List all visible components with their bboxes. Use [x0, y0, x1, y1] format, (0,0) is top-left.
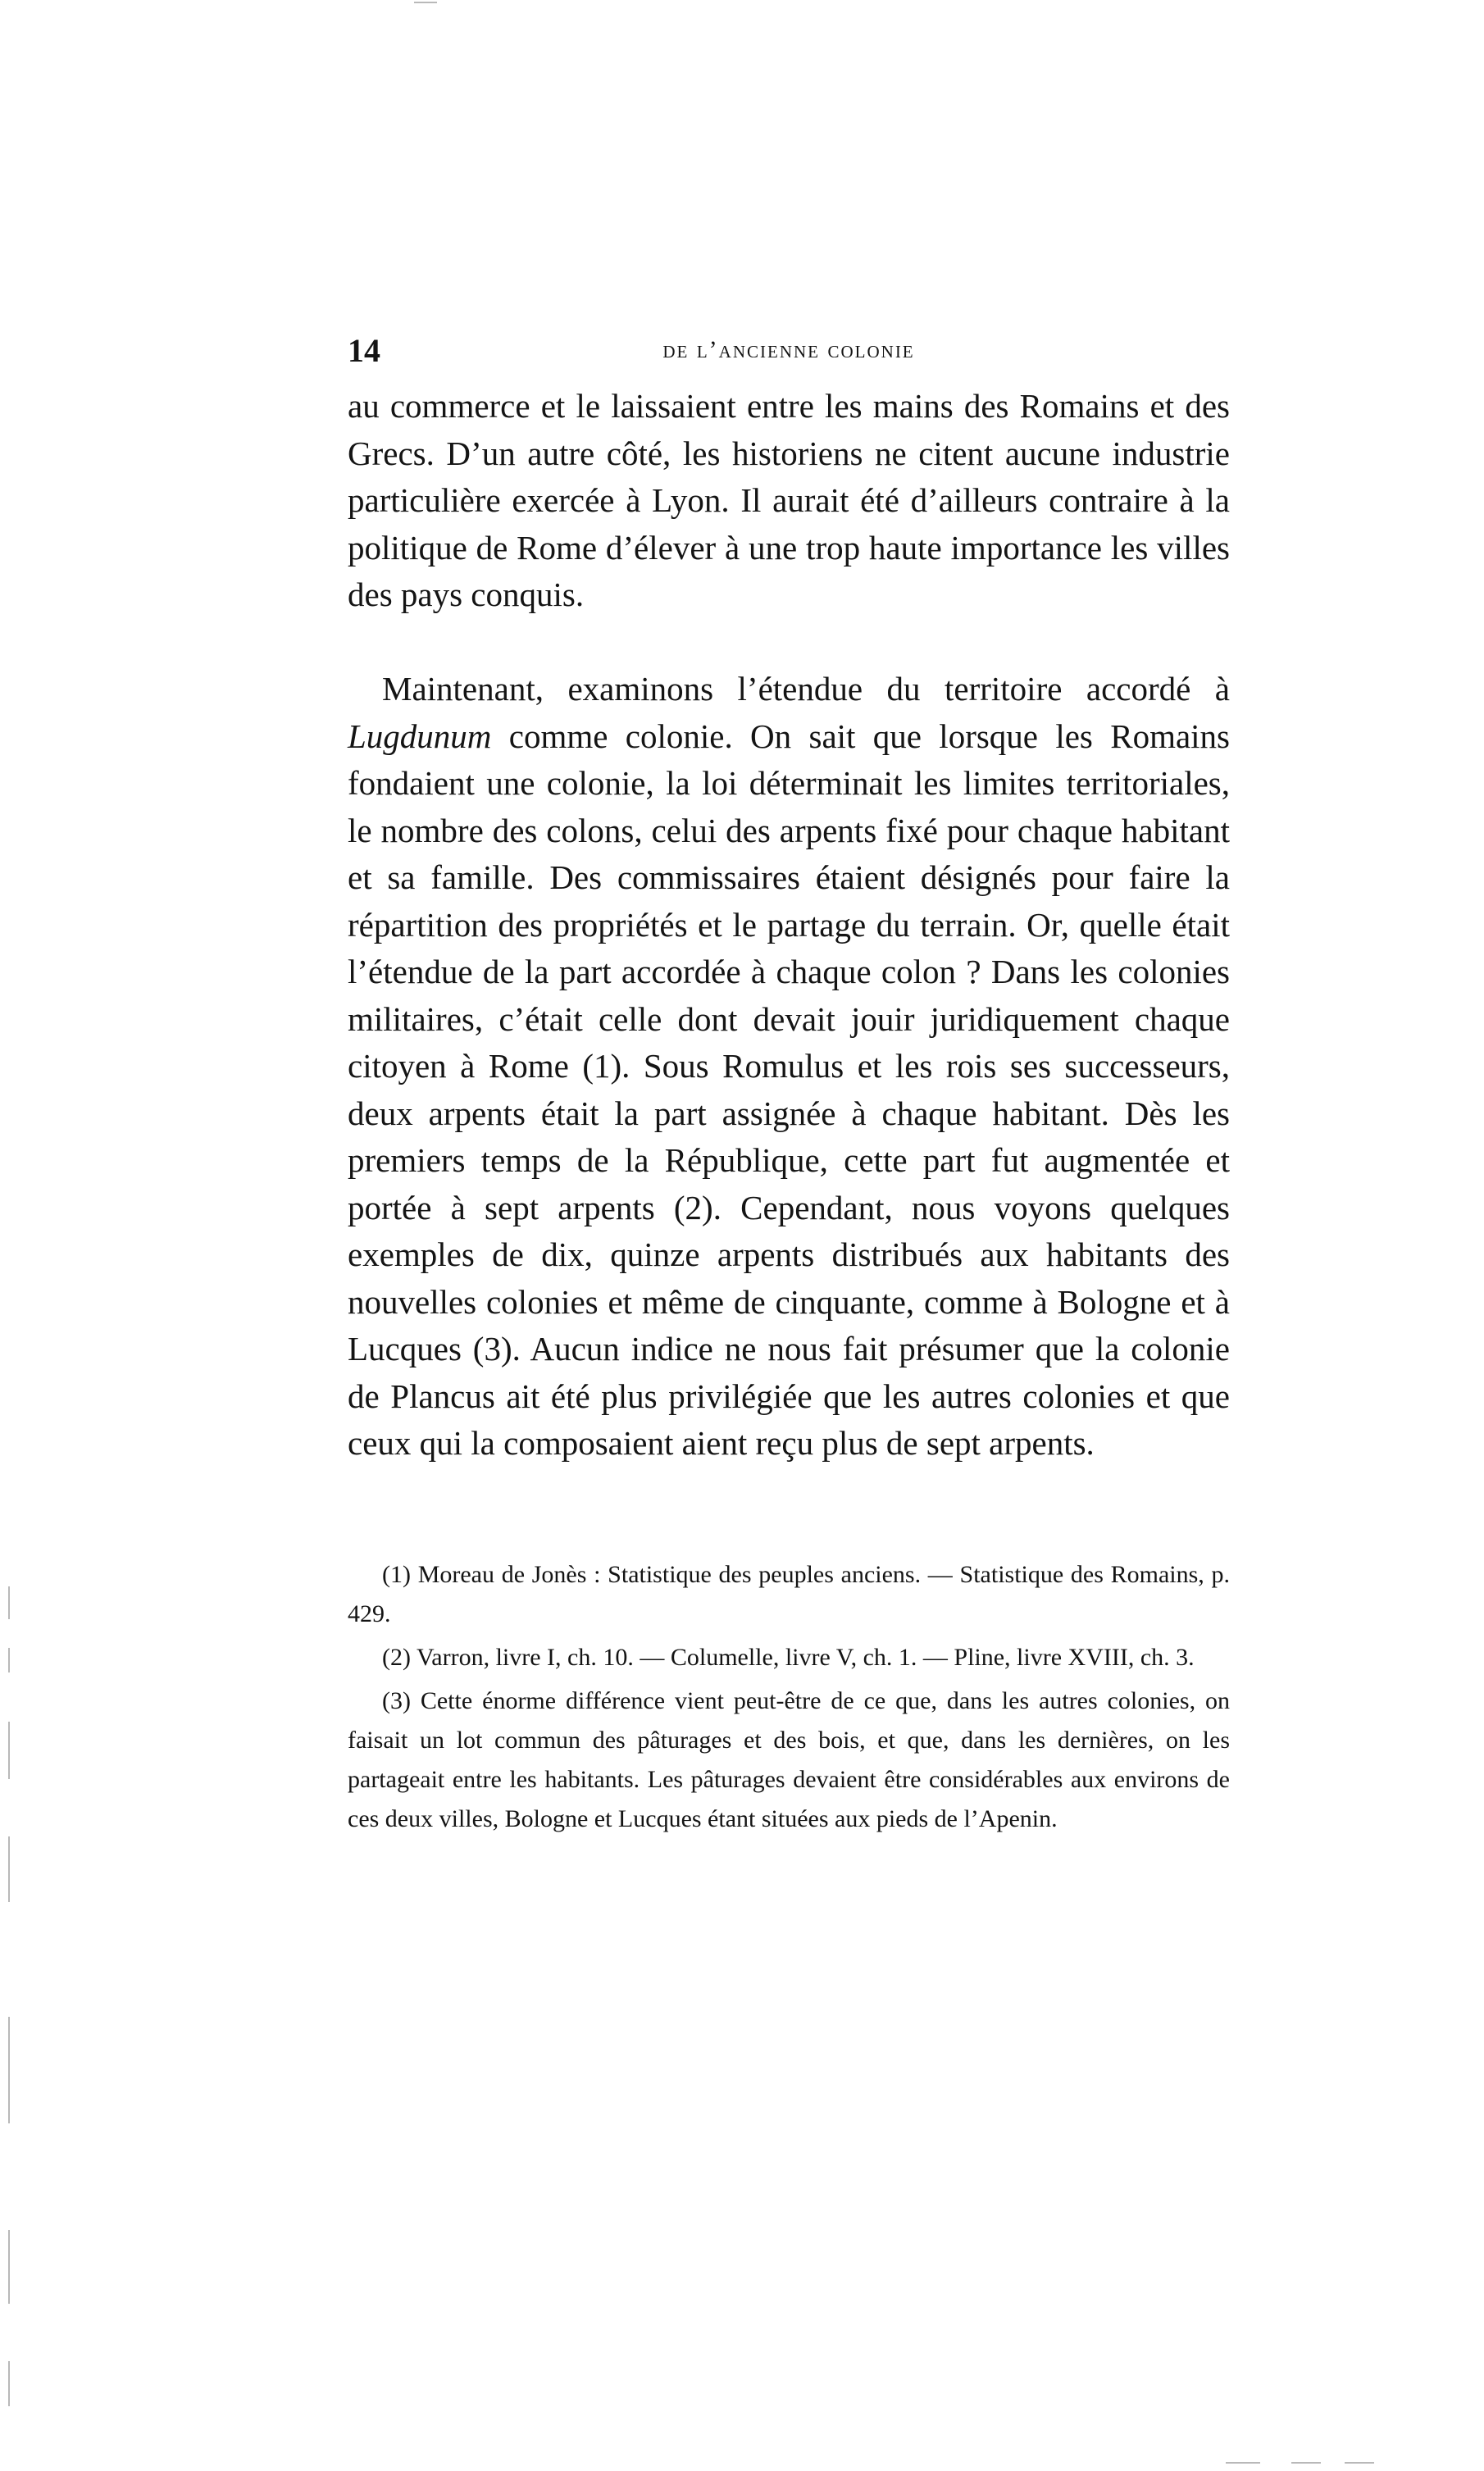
- scan-mark-bottom-3: [1345, 2462, 1374, 2464]
- scan-mark-left-3: [8, 1722, 10, 1779]
- scan-mark-left-7: [8, 2361, 10, 2406]
- running-title: de l’ancienne colonie: [662, 336, 915, 363]
- footnote-1: (1) Moreau de Jonès : Statistique des peuples anciens. — Statistique des Romains, p. 429.: [348, 1561, 1230, 1627]
- scan-mark-bottom-2: [1291, 2462, 1321, 2464]
- paragraph-rest: comme colonie. On sait que lorsque les Romains fondaient une colonie, la loi déterminait les limites territoriales, le nombre des colons, celui des arpents fixé pour chaque habitant et sa famille. Des commissaires étaient désignés pour faire la répartition des propriétés et le partage du terrain. Or, quelle était l’étendue de la part accordée à chaque colon ? Dans les colonies militaires, c’était celle dont devait jouir juridiquement chaque citoyen à Rome (1). Sous Romulus et les rois ses successeurs, deux arpents était la part assignée à chaque habitant. Dès les premiers temps de la République, cette part fut augmentée et portée à sept arpents (2). Cependant, nous voyons quelques exemples de dix, quinze arpents distribués aux habitants des nouvelles colonies et même de cinquante, comme à Bologne et à Lucques (3). Aucun indice ne nous fait présumer que la colonie de Plancus ait été plus privilégiée que les autres colonies et que ceux qui la composaient aient reçu plus de sept arpents.: [348, 717, 1231, 1462]
- scan-mark-left-1: [8, 1586, 10, 1619]
- continued-paragraph: au commerce et le laissaient entre les mains des Romains et des Grecs. D’un autre côté, les historiens ne citent aucune industrie particulière exercée à Lyon. Il aurait été d’ailleurs contraire à la politique de Rome d’élever à une trop haute importance les villes des pays conquis.: [348, 387, 1230, 613]
- territory-paragraph: [348, 666, 1230, 1468]
- paragraph-intro: Maintenant, examinons l’étendue du territoire accordé à: [382, 670, 1230, 708]
- scan-mark-left-4: [8, 1836, 10, 1902]
- scan-mark-left-5: [8, 2017, 10, 2123]
- page-number: 14: [348, 332, 380, 369]
- footnotes: [348, 1555, 1230, 1843]
- running-head: [348, 331, 1230, 372]
- scan-mark-bottom-1: [1226, 2462, 1260, 2464]
- scan-mark-left-6: [8, 2230, 10, 2304]
- footnote-3: (3) Cette énorme différence vient peut-être de ce que, dans les autres colonies, on faisait un lot commun des pâturages et des bois, et que, dans les dernières, on les partageait entre les habitants. Les pâturages devaient être considérables aux environs de ces deux villes, Bologne et Lucques étant situées aux pieds de l’Apenin.: [348, 1687, 1230, 1832]
- scan-mark-top: [414, 2, 437, 3]
- scan-mark-left-2: [8, 1648, 10, 1672]
- place-name-lugdunum: Lugdunum: [348, 717, 492, 755]
- footnote-2: (2) Varron, livre I, ch. 10. — Columelle, livre V, ch. 1. — Pline, livre XVIII, ch. 3.: [382, 1644, 1195, 1671]
